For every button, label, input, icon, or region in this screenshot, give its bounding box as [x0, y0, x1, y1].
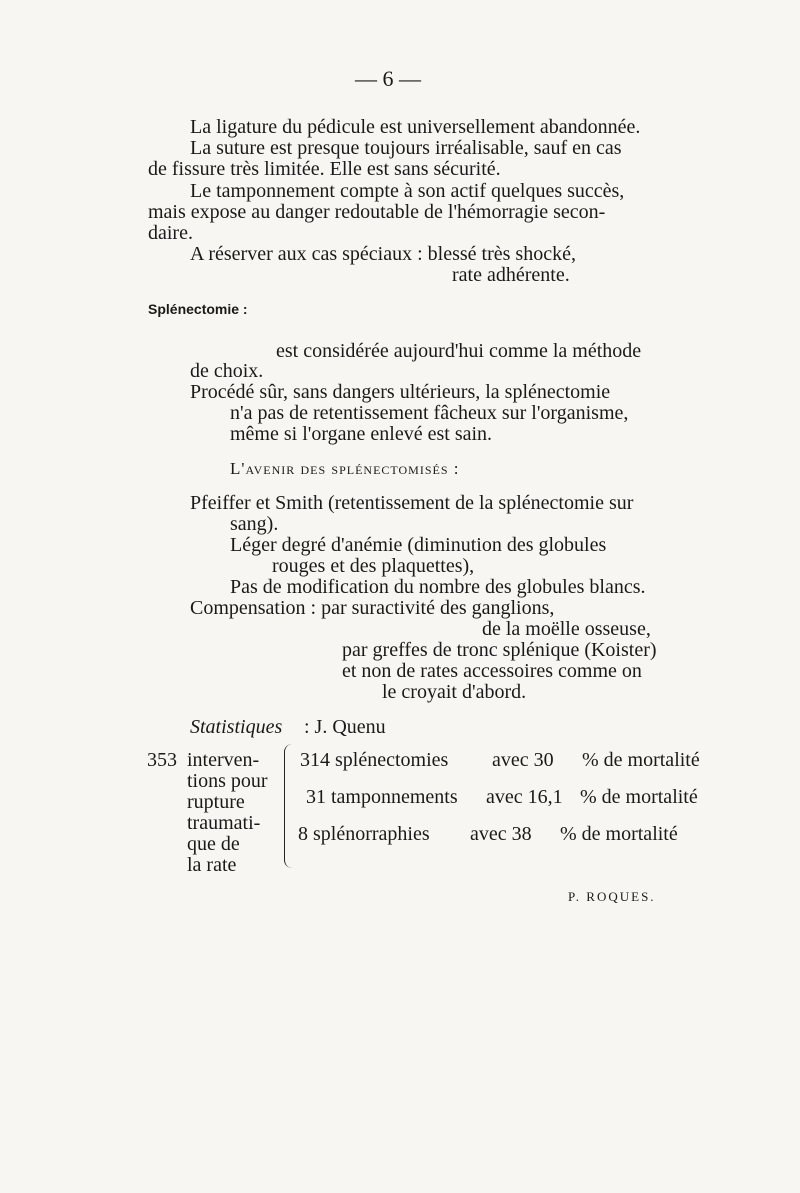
- stats-row-3-label: 8 splénorraphies: [298, 823, 430, 845]
- para2-line-2: de choix.: [190, 360, 264, 382]
- para3-line-6: Compensation : par suractivité des ganglions,: [190, 597, 555, 619]
- para2-line-1: est considérée aujourd'hui comme la méthode: [276, 340, 642, 362]
- stats-left-line-4: traumati-: [187, 812, 261, 834]
- para2-line-4: n'a pas de retentissement fâcheux sur l'organisme,: [230, 402, 629, 424]
- para3-line-5: Pas de modification du nombre des globules blancs.: [230, 576, 646, 598]
- para3-line-10: le croyait d'abord.: [382, 681, 527, 703]
- splenectomie-heading: Splénectomie :: [148, 301, 248, 317]
- signature: P. ROQUES.: [568, 889, 656, 904]
- para3-line-7: de la moëlle osseuse,: [482, 618, 651, 640]
- stats-left-line-5: que de: [187, 833, 240, 855]
- para3-line-2: sang).: [230, 513, 279, 535]
- para3-line-4: rouges et des plaquettes),: [272, 555, 475, 577]
- stats-heading: Statistiques: [190, 716, 283, 738]
- para1-line-2: La suture est presque toujours irréalisable, sauf en cas: [190, 137, 622, 159]
- para3-line-9: et non de rates accessoires comme on: [342, 660, 642, 682]
- stats-author: : J. Quenu: [304, 716, 386, 738]
- stats-row-3-pct: % de mortalité: [560, 823, 678, 845]
- para1-line-3: de fissure très limitée. Elle est sans sécurité.: [148, 158, 501, 180]
- avenir-heading: L'avenir des splénectomisés :: [230, 459, 460, 478]
- para3-line-1: Pfeiffer et Smith (retentissement de la splénectomie sur: [190, 492, 634, 514]
- stats-row-2-label: 31 tamponnements: [306, 786, 458, 808]
- stats-row-3-avec: avec 38: [470, 823, 532, 845]
- stats-left-line-1: interven-: [187, 749, 260, 771]
- para1-line-8: rate adhérente.: [452, 264, 570, 286]
- stats-brace: [284, 744, 297, 868]
- stats-left-line-3: rupture: [187, 791, 245, 813]
- para1-line-6: daire.: [148, 222, 193, 244]
- para3-line-8: par greffes de tronc splénique (Koister): [342, 639, 657, 661]
- para3-line-3: Léger degré d'anémie (diminution des globules: [230, 534, 607, 556]
- stats-row-1-label: 314 splénectomies: [300, 749, 449, 771]
- stats-left-line-2: tions pour: [187, 770, 268, 792]
- page-number: — 6 —: [355, 66, 421, 91]
- stats-total: 353: [147, 749, 177, 771]
- stats-row-2-avec: avec 16,1: [486, 786, 563, 808]
- para1-line-4: Le tamponnement compte à son actif quelques succès,: [190, 180, 625, 202]
- para1-line-7: A réserver aux cas spéciaux : blessé très shocké,: [190, 243, 576, 265]
- para2-line-5: même si l'organe enlevé est sain.: [230, 423, 493, 445]
- stats-row-1-avec: avec 30: [492, 749, 554, 771]
- stats-left-line-6: la rate: [187, 854, 237, 876]
- para1-line-1: La ligature du pédicule est universellement abandonnée.: [190, 116, 641, 138]
- para2-line-3: Procédé sûr, sans dangers ultérieurs, la splénectomie: [190, 381, 611, 403]
- stats-row-1-pct: % de mortalité: [582, 749, 700, 771]
- stats-row-2-pct: % de mortalité: [580, 786, 698, 808]
- para1-line-5: mais expose au danger redoutable de l'hémorragie secon-: [148, 201, 606, 223]
